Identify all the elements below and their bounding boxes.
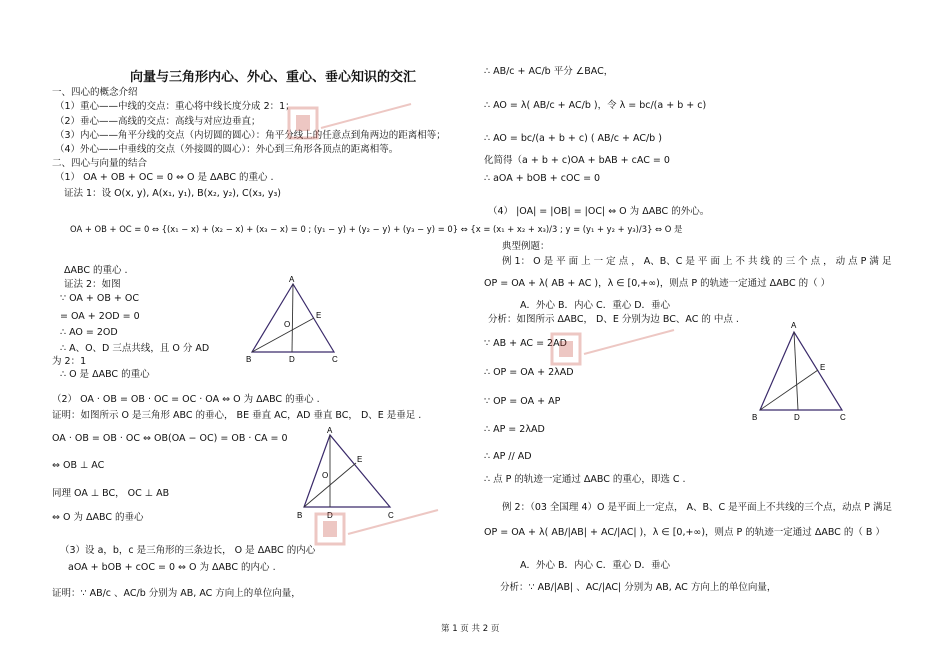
left-line-12: = OA + 2OD = 0 (60, 311, 140, 322)
left-line-14: ∴ A、O、D 三点共线，且 O 分 AD (60, 343, 210, 354)
left-line-21: 同理 OA ⊥ BC， OC ⊥ AB (52, 488, 170, 499)
right-line-14: ∴ AP = 2λAD (484, 424, 545, 435)
fig1-label-o: O (284, 320, 291, 329)
left-line-22: ⇔ O 为 ΔABC 的垂心 (52, 512, 144, 523)
fig3-label-a: A (791, 321, 797, 330)
left-line-5: 二、四心与向量的结合 (52, 158, 148, 169)
left-line-6: （1） OA + OB + OC = 0 ⇔ O 是 ΔABC 的重心 . (55, 172, 274, 183)
watermark-stamp-icon (285, 92, 415, 152)
fig2-label-d: D (327, 511, 333, 520)
right-line-9: A．外心 B．内心 C．重心 D．垂心 (520, 300, 671, 311)
right-line-18: OP = OA + λ( AB/|AB| + AC/|AC| )，λ ∈ [0,+∞)，则点 P 的轨迹一定通过 ΔABC 的（ B ） (484, 527, 885, 538)
page-title: 向量与三角形内心、外心、重心、垂心知识的交汇 (130, 70, 417, 85)
left-line-4: （4）外心——中垂线的交点（外接圆的圆心）：外心到三角形各顶点的距离相等。 (55, 144, 399, 155)
right-line-20: 分析：∵ AB/|AB| 、AC/|AC| 分别为 AB, AC 方向上的单位向量， (500, 582, 777, 593)
left-line-17: （2） OA · OB = OB · OC = OC · OA ⇔ O 为 ΔABC 的垂心 . (52, 394, 320, 405)
right-line-11: ∵ AB + AC = 2AD (484, 338, 567, 349)
left-line-13: ∴ AO = 2OD (60, 327, 118, 338)
right-line-1: ∴ AO = λ( AB/c + AC/b )，令 λ = bc/(a + b + c) (484, 100, 707, 111)
right-line-6: 典型例题： (502, 241, 550, 252)
left-line-18: 证明：如图所示 O 是三角形 ABC 的垂心， BE 垂直 AC，AD 垂直 BC， D、E 是垂足 . (52, 410, 422, 421)
right-line-8: OP = OA + λ( AB + AC )，λ ∈ [0,+∞)，则点 P 的轨迹一定通过 ΔABC 的（ ） (484, 278, 831, 289)
right-line-17: 例 2：（03 全国理 4）O 是平面上一定点， A、B、C 是平面上不共线的三个点，动点 P 满足 (502, 502, 892, 513)
left-line-15: 为 2：1 (52, 356, 87, 367)
fig2-label-o: O (322, 471, 329, 480)
left-line-25: 证明：∵ AB/c 、AC/b 分别为 AB, AC 方向上的单位向量， (52, 588, 301, 599)
fig3-label-d: D (794, 413, 800, 422)
right-line-10: 分析：如图所示 ΔABC， D、E 分别为边 BC、AC 的 中点 . (488, 314, 739, 325)
left-line-7: 证法 1：设 O(x, y), A(x₁, y₁), B(x₂, y₂), C(x₃, y₃) (64, 188, 281, 199)
left-line-1: （1）重心——中线的交点：重心将中线长度分成 2：1； (55, 101, 295, 112)
figure-centroid-triangle (240, 272, 350, 367)
right-line-15: ∴ AP // AD (484, 451, 532, 462)
fig1-label-c: C (332, 355, 338, 364)
right-line-19: A．外心 B．内心 C．重心 D．垂心 (520, 560, 671, 571)
watermark-stamp-icon (548, 318, 678, 378)
right-line-16: ∴ 点 P 的轨迹一定通过 ΔABC 的重心，即选 C . (484, 474, 686, 485)
left-line-19: OA · OB = OB · OC ⇔ OB(OA − OC) = OB · CA = 0 (52, 433, 288, 444)
left-line-24: aOA + bOB + cOC = 0 ⇔ O 为 ΔABC 的内心 . (68, 562, 276, 573)
fig2-label-a: A (327, 426, 333, 435)
left-line-16: ∴ O 是 ΔABC 的重心 (60, 369, 150, 380)
left-line-0: 一、四心的概念介绍 (52, 87, 138, 98)
right-line-5: （4） |OA| = |OB| = |OC| ⇔ O 为 ΔABC 的外心。 (488, 206, 710, 217)
left-line-8: OA + OB + OC = 0 ⇔ {(x₁ − x) + (x₂ − x) + (x₃ − x) = 0 ; (y₁ − y) + (y₂ − y) + (y₃ − y) = 0} ⇔ {x = (x₁ + x₂ + x₃)/3 ; y = (y₁ + y₂ + y₃)/3} ⇔ O 是 (70, 224, 683, 234)
left-line-3: （3）内心——角平分线的交点（内切圆的圆心）：角平分线上的任意点到角两边的距离相等； (55, 130, 446, 141)
page-footer: 第 1 页 共 2 页 (441, 624, 500, 634)
right-line-0: ∴ AB/c + AC/b 平分 ∠BAC， (484, 66, 614, 77)
left-line-9: ΔABC 的重心 . (64, 265, 128, 276)
left-line-23: （3）设 a，b，c 是三角形的三条边长， O 是 ΔABC 的内心 (60, 545, 316, 556)
figure-example-triangle (748, 318, 858, 426)
left-line-2: （2）垂心——高线的交点：高线与对应边垂直； (55, 116, 261, 127)
fig1-label-d: D (289, 355, 295, 364)
fig3-label-e: E (820, 363, 826, 372)
fig1-label-a: A (289, 275, 295, 284)
fig2-label-b: B (297, 511, 303, 520)
left-line-20: ⇔ OB ⊥ AC (52, 460, 105, 471)
fig3-label-c: C (840, 413, 846, 422)
fig2-label-e: E (357, 455, 363, 464)
fig1-label-b: B (246, 355, 252, 364)
left-line-11: ∵ OA + OB + OC (60, 293, 139, 304)
right-line-2: ∴ AO = bc/(a + b + c) ( AB/c + AC/b ) (484, 133, 662, 144)
right-line-4: ∴ aOA + bOB + cOC = 0 (484, 173, 601, 184)
fig3-label-b: B (752, 413, 758, 422)
fig2-label-c: C (388, 511, 394, 520)
right-line-13: ∵ OP = OA + AP (484, 396, 561, 407)
watermark-stamp-icon (312, 498, 442, 558)
right-line-7: 例 1： O 是 平 面 上 一 定 点 ， A、B、C 是 平 面 上 不 共 线 的 三 个 点 ， 动 点 P 满 足 (502, 256, 892, 267)
right-line-12: ∴ OP = OA + 2λAD (484, 367, 574, 378)
left-line-10: 证法 2：如图 (64, 279, 121, 290)
fig1-label-e: E (316, 311, 322, 320)
right-line-3: 化简得（a + b + c)OA + bAB + cAC = 0 (484, 155, 670, 166)
